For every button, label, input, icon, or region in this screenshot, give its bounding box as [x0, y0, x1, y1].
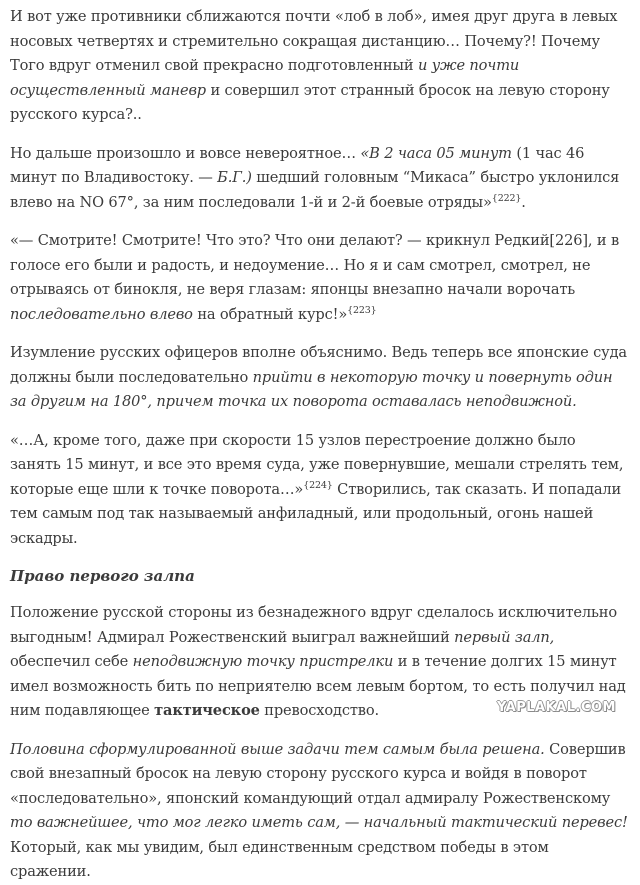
text: обеспечил себе — [10, 653, 133, 670]
text: И вот уже противники сближаются почти «лоб в лоб», имея друг друга в левых носовых четвертях и стремительно сокращая дистанцию… Почему?! Почему Того вдруг отменил свой прекрасно подготовленный — [10, 8, 618, 74]
italic-text: Б.Г.) — [217, 169, 252, 186]
text: (1 час 46 минут по Владивостоку. — — [10, 144, 585, 186]
text: и совершил этот странный бросок на левую сторону русского курса?.. — [10, 81, 610, 123]
footnote-ref[interactable]: {224} — [303, 479, 333, 491]
paragraph-3 — [10, 229, 630, 327]
italic-text: то важнейшее, что мог легко иметь сам, — начальный тактический перевес! — [10, 814, 628, 831]
text: Створились, так сказать. И попадали тем самым под так называемый анфиладный, или продольный, огонь нашей эскадры. — [10, 480, 622, 547]
text: на обратный курс!» — [192, 305, 348, 323]
text: Положение русской стороны из безнадежного вдруг сделалось исключительно выгодным! Адмирал Рожественский выиграл важнейший — [10, 604, 617, 646]
paragraph-4 — [10, 341, 630, 415]
text: «— Смотрите! Смотрите! Что это? Что они делают? — крикнул Редкий[226], и в голосе его были и радость, и недоумение… Но я и сам смотрел, смотрел, не отрываясь от бинокля, не веря глазам: японцы внезапно начали ворочать — [10, 232, 620, 298]
text: Но дальше произошло и вовсе невероятное… — [10, 144, 361, 162]
text: «…А, кроме того, даже при скорости 15 узлов перестроение должно было занять 15 минут, и все это время суда, уже повернувшие, мешали стрелять тем, которые еще шли к точке поворота…» — [10, 431, 624, 498]
italic-text: первый залп, — [454, 628, 555, 646]
paragraph-2 — [10, 142, 630, 216]
text: и в течение долгих 15 минут имел возможность бить по неприятелю всем левым бортом, то есть получил над ним подавляющее — [10, 653, 626, 719]
footnote-ref[interactable]: {222} — [491, 192, 522, 204]
text: Который, — [10, 838, 86, 856]
text: шедший головным “Микаса” быстро уклонился влево на NO 67°, за ним последовали 1-й и 2-й боевые отряды» — [10, 169, 620, 211]
bold-text: тактическое — [154, 702, 260, 719]
italic-text: прийти в некоторую точку и повернуть один за другим на 180°, причем точка их поворота оставалась неподвижной. — [10, 368, 613, 410]
text: Изумление русских офицеров вполне объяснимо. Ведь теперь все японские суда должны были последовательно — [10, 344, 627, 386]
section-heading: Право первого залпа — [10, 567, 195, 585]
paragraph-7 — [10, 738, 630, 885]
footnote-ref[interactable]: {223} — [347, 304, 377, 316]
text: как мы увидим, был единственным средством победы в этом сражении. — [10, 838, 549, 880]
italic-text: и уже почти осуществленный маневр — [10, 57, 520, 99]
text: Совершив свой внезапный бросок на левую сторону русского курса и войдя в поворот «последовательно», японский командующий отдал адмиралу Рожественскому — [10, 740, 626, 807]
italic-text: Половина сформулированной выше задачи тем самым была решена. — [10, 740, 545, 758]
italic-text: «В 2 часа 05 минут — [360, 144, 512, 162]
italic-text: неподвижную точку пристрелки — [132, 653, 394, 670]
paragraph-5 — [10, 429, 630, 552]
italic-text: последовательно влево — [10, 305, 193, 323]
text: . — [521, 193, 526, 211]
site-watermark: YAPLAKAL.COM — [497, 700, 616, 715]
paragraph-1 — [10, 5, 630, 128]
text: превосходство. — [259, 702, 379, 719]
